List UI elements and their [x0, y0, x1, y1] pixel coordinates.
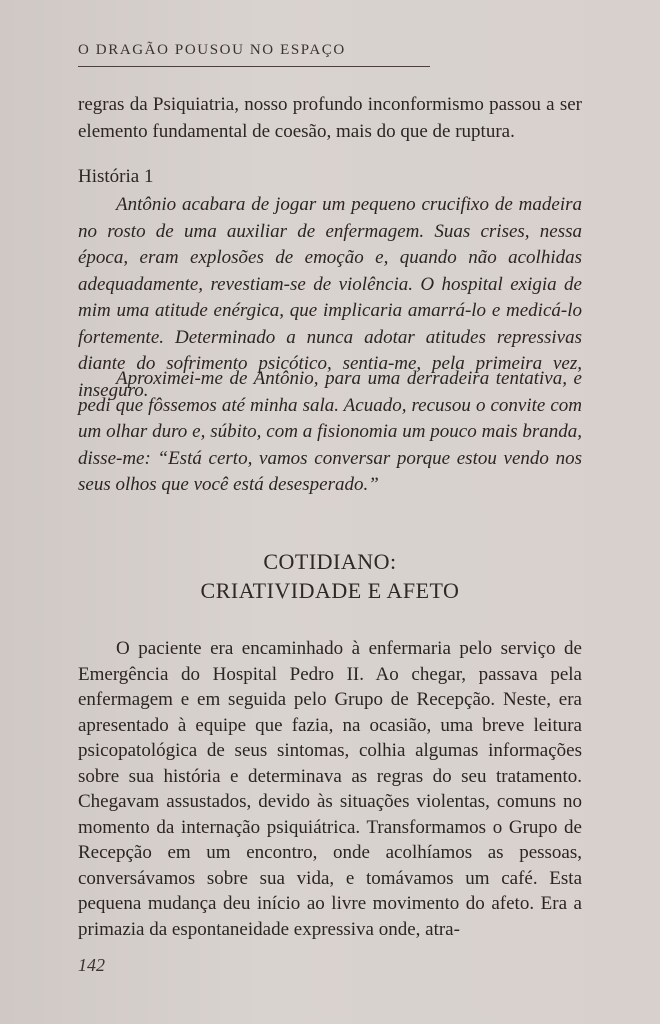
story-title: História 1 [78, 166, 154, 187]
section-title-line-2: CRIATIVIDADE E AFETO [200, 578, 460, 603]
story-paragraph-2: Aproximei-me de Antônio, para uma derradeira tentativa, e pedi que fôssemos até minha sala. Acuado, recusou o convite com um olhar duro e, súbito, com a fisionomia um pouco mais branda, disse-me: “Está certo, vamos conversar porque estou vendo nos seus olhos que você está desesperado.” [78, 368, 582, 495]
section-title [78, 547, 582, 605]
story-paragraph-1: Antônio acabara de jogar um pequeno crucifixo de madeira no rosto de uma auxiliar de enfermagem. Suas crises, nessa época, eram explosões de emoção e, quando não acolhidas adequadamente, revestiam-se de violência. O hospital exigia de mim uma atitude enérgica, que implicaria amarrá-lo e medicá-lo fortemente. Determinado a nunca adotar atitudes repressivas diante do sofrimento psicótico, sentia-me, pela primeira vez, inseguro. [78, 194, 582, 401]
opening-paragraph: regras da Psiquiatria, nosso profundo inconformismo passou a ser elemento fundamental de coesão, mais do que de ruptura. [78, 94, 582, 142]
page-number: 142 [78, 955, 105, 975]
header-rule [78, 66, 430, 67]
section-title-line-1: COTIDIANO: [263, 549, 397, 574]
section-paragraph: O paciente era encaminhado à enfermaria pelo serviço de Emergência do Hospital Pedro II. Ao chegar, passava pela enfermagem e em seguida pelo Grupo de Recepção. Neste, era apresentado à equipe que fazia, na ocasião, uma breve leitura psicopatológica de seus sintomas, colhia algumas informações sobre sua história e determinava as regras do seu tratamento. Chegavam assustados, devido às situações violentas, comuns no momento da internação psiquiátrica. Transformamos o Grupo de Recepção em um encontro, onde acolhíamos as pessoas, conversávamos sobre sua vida, e tomávamos um café. Esta pequena mudança deu início ao livre movimento do afeto. Era a primazia da espontaneidade expressiva onde, atra- [78, 638, 582, 940]
running-head: O DRAGÃO POUSOU NO ESPAÇO [78, 42, 346, 58]
